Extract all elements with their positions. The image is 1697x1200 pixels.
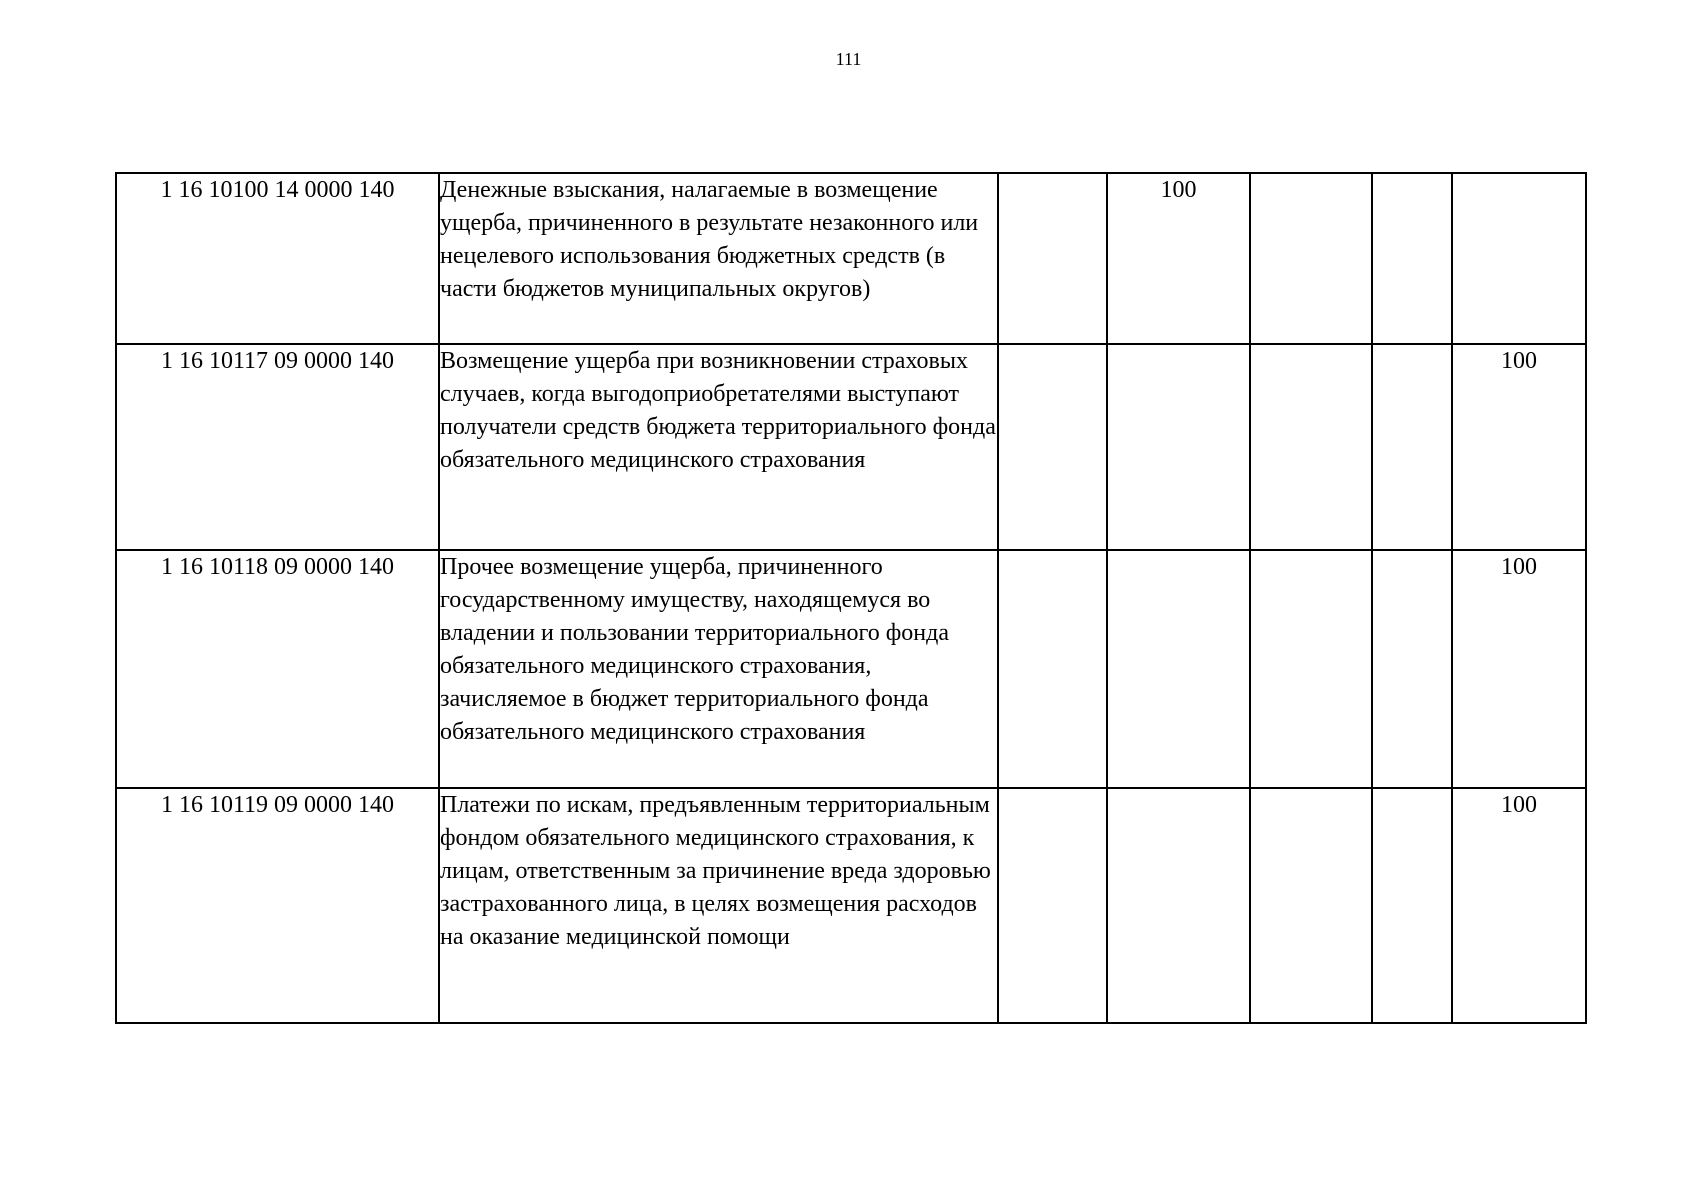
value-cell xyxy=(1250,173,1372,344)
description-cell: Прочее возмещение ущерба, причиненного государственному имуществу, находящемуся во владении и пользовании территориального фонда обязательного медицинского страхования, зачисляемое в бюджет территориального фонда обязательного медицинского страхования xyxy=(439,550,998,788)
revenue-code-cell: 1 16 10118 09 0000 140 xyxy=(116,550,439,788)
description-cell: Платежи по искам, предъявленным территориальным фондом обязательного медицинского страхования, к лицам, ответственным за причинение вреда здоровью застрахованного лица, в целях возмещения расходов на оказание медицинской помощи xyxy=(439,788,998,1023)
value-cell xyxy=(1107,788,1250,1023)
value-cell xyxy=(1372,550,1452,788)
value-cell xyxy=(1372,173,1452,344)
page-number: 111 xyxy=(835,49,862,69)
value-cell xyxy=(1250,550,1372,788)
revenue-code-cell: 1 16 10100 14 0000 140 xyxy=(116,173,439,344)
value-cell xyxy=(1372,344,1452,550)
value-cell: 100 xyxy=(1452,344,1586,550)
table-row xyxy=(116,173,1586,344)
value-cell xyxy=(998,173,1107,344)
value-cell xyxy=(1107,550,1250,788)
description-cell: Возмещение ущерба при возникновении страховых случаев, когда выгодоприобретателями выступают получатели средств бюджета территориального фонда обязательного медицинского страхования xyxy=(439,344,998,550)
value-cell xyxy=(998,550,1107,788)
value-cell xyxy=(1452,173,1586,344)
revenue-code-table xyxy=(115,172,1587,1024)
value-cell xyxy=(1250,344,1372,550)
value-cell: 100 xyxy=(1107,173,1250,344)
revenue-code-cell: 1 16 10119 09 0000 140 xyxy=(116,788,439,1023)
value-cell xyxy=(1250,788,1372,1023)
value-cell xyxy=(1372,788,1452,1023)
value-cell xyxy=(1107,344,1250,550)
table-row xyxy=(116,344,1586,550)
value-cell xyxy=(998,344,1107,550)
value-cell: 100 xyxy=(1452,788,1586,1023)
revenue-code-cell: 1 16 10117 09 0000 140 xyxy=(116,344,439,550)
table-row xyxy=(116,550,1586,788)
value-cell: 100 xyxy=(1452,550,1586,788)
table-row xyxy=(116,788,1586,1023)
description-cell: Денежные взыскания, налагаемые в возмещение ущерба, причиненного в результате незаконного или нецелевого использования бюджетных средств (в части бюджетов муниципальных округов) xyxy=(439,173,998,344)
value-cell xyxy=(998,788,1107,1023)
